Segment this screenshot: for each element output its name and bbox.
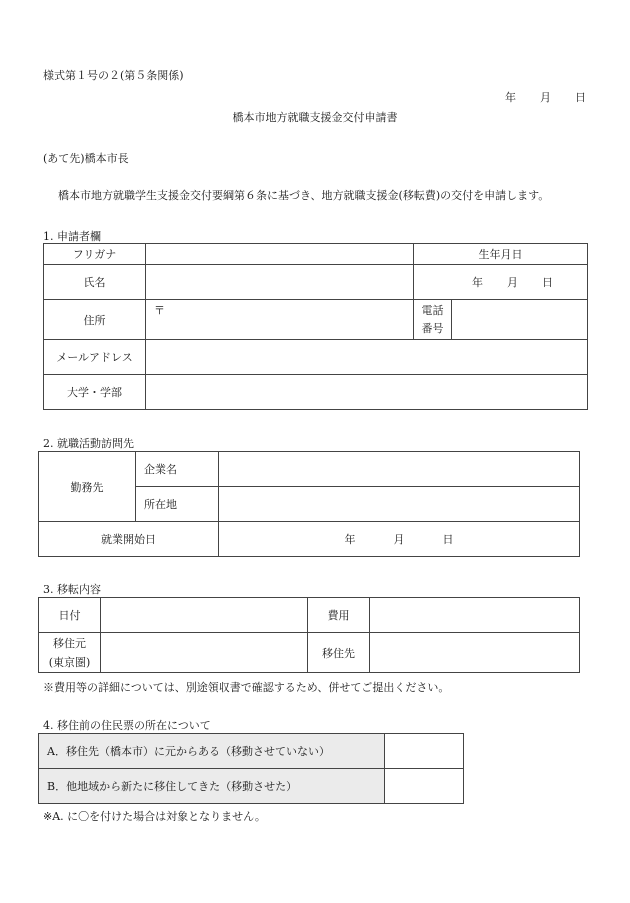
workplace-label: 勤務先 [39,452,136,522]
address-input[interactable] [146,300,414,340]
application-date [505,89,586,105]
relocation-date-label: 日付 [39,598,101,633]
option-a-mark-cell[interactable] [385,734,464,769]
email-input[interactable] [146,340,588,375]
furigana-input[interactable] [146,244,414,265]
employment-table [38,451,580,557]
addressee: (あて先)橋本市長 [43,152,129,165]
date-year-label: 年 [505,91,516,104]
name-input[interactable] [146,265,414,300]
page-title: 橋本市地方就職支援金交付申請書 [232,111,398,124]
section2-heading: 2. 就職活動訪問先 [43,437,134,450]
relocation-date-input[interactable] [101,598,308,633]
eligibility-note: ※A. に〇を付けた場合は対象となりません。 [43,810,266,823]
birthdate-label: 生年月日 [414,244,588,265]
birth-year-label: 年 [472,276,483,289]
destination-label: 移住先 [308,633,370,673]
location-input[interactable] [219,487,580,522]
name-label: 氏名 [44,265,146,300]
section1-heading: 1. 申請者欄 [43,230,101,243]
start-year-label: 年 [344,533,356,546]
section3-heading: 3. 移転内容 [43,583,101,596]
university-input[interactable] [146,375,588,410]
phone-input[interactable] [452,300,588,340]
email-label: メールアドレス [44,340,146,375]
university-label: 大学・学部 [44,375,146,410]
destination-input[interactable] [370,633,580,673]
phone-label: 電話 番号 [414,300,452,340]
residence-table [38,733,464,804]
location-label: 所在地 [136,487,219,522]
birthdate-input[interactable] [414,265,588,300]
address-label: 住所 [44,300,146,340]
start-date-input[interactable] [219,522,580,557]
cost-label: 費用 [308,598,370,633]
birth-day-label: 日 [542,276,553,289]
start-day-label: 日 [442,533,454,546]
company-input[interactable] [219,452,580,487]
origin-label: 移住元 (東京圏) [39,633,101,673]
start-date-label: 就業開始日 [39,522,219,557]
receipt-note: ※費用等の詳細については、別途領収書で確認するため、併せてご提出ください。 [43,681,450,694]
date-month-label: 月 [540,91,551,104]
relocation-table [38,597,580,673]
section4-heading: 4. 移住前の住民票の所在について [43,719,211,732]
furigana-label: フリガナ [44,244,146,265]
option-b-mark-cell[interactable] [385,769,464,804]
application-statement: 橋本市地方就職学生支援金交付要綱第６条に基づき、地方就職支援金(移転費)の交付を申請します。 [58,189,550,202]
origin-input[interactable] [101,633,308,673]
company-label: 企業名 [136,452,219,487]
cost-input[interactable] [370,598,580,633]
form-number: 様式第１号の２(第５条関係) [43,69,184,82]
date-day-label: 日 [575,91,586,104]
option-b-label: B．他地域から新たに移住してきた（移動させた） [39,769,385,804]
start-month-label: 月 [393,533,405,546]
birth-month-label: 月 [507,276,518,289]
option-a-label: A．移住先（橋本市）に元からある（移動させていない） [39,734,385,769]
postal-mark: 〒 [154,304,165,317]
applicant-table [43,243,588,410]
